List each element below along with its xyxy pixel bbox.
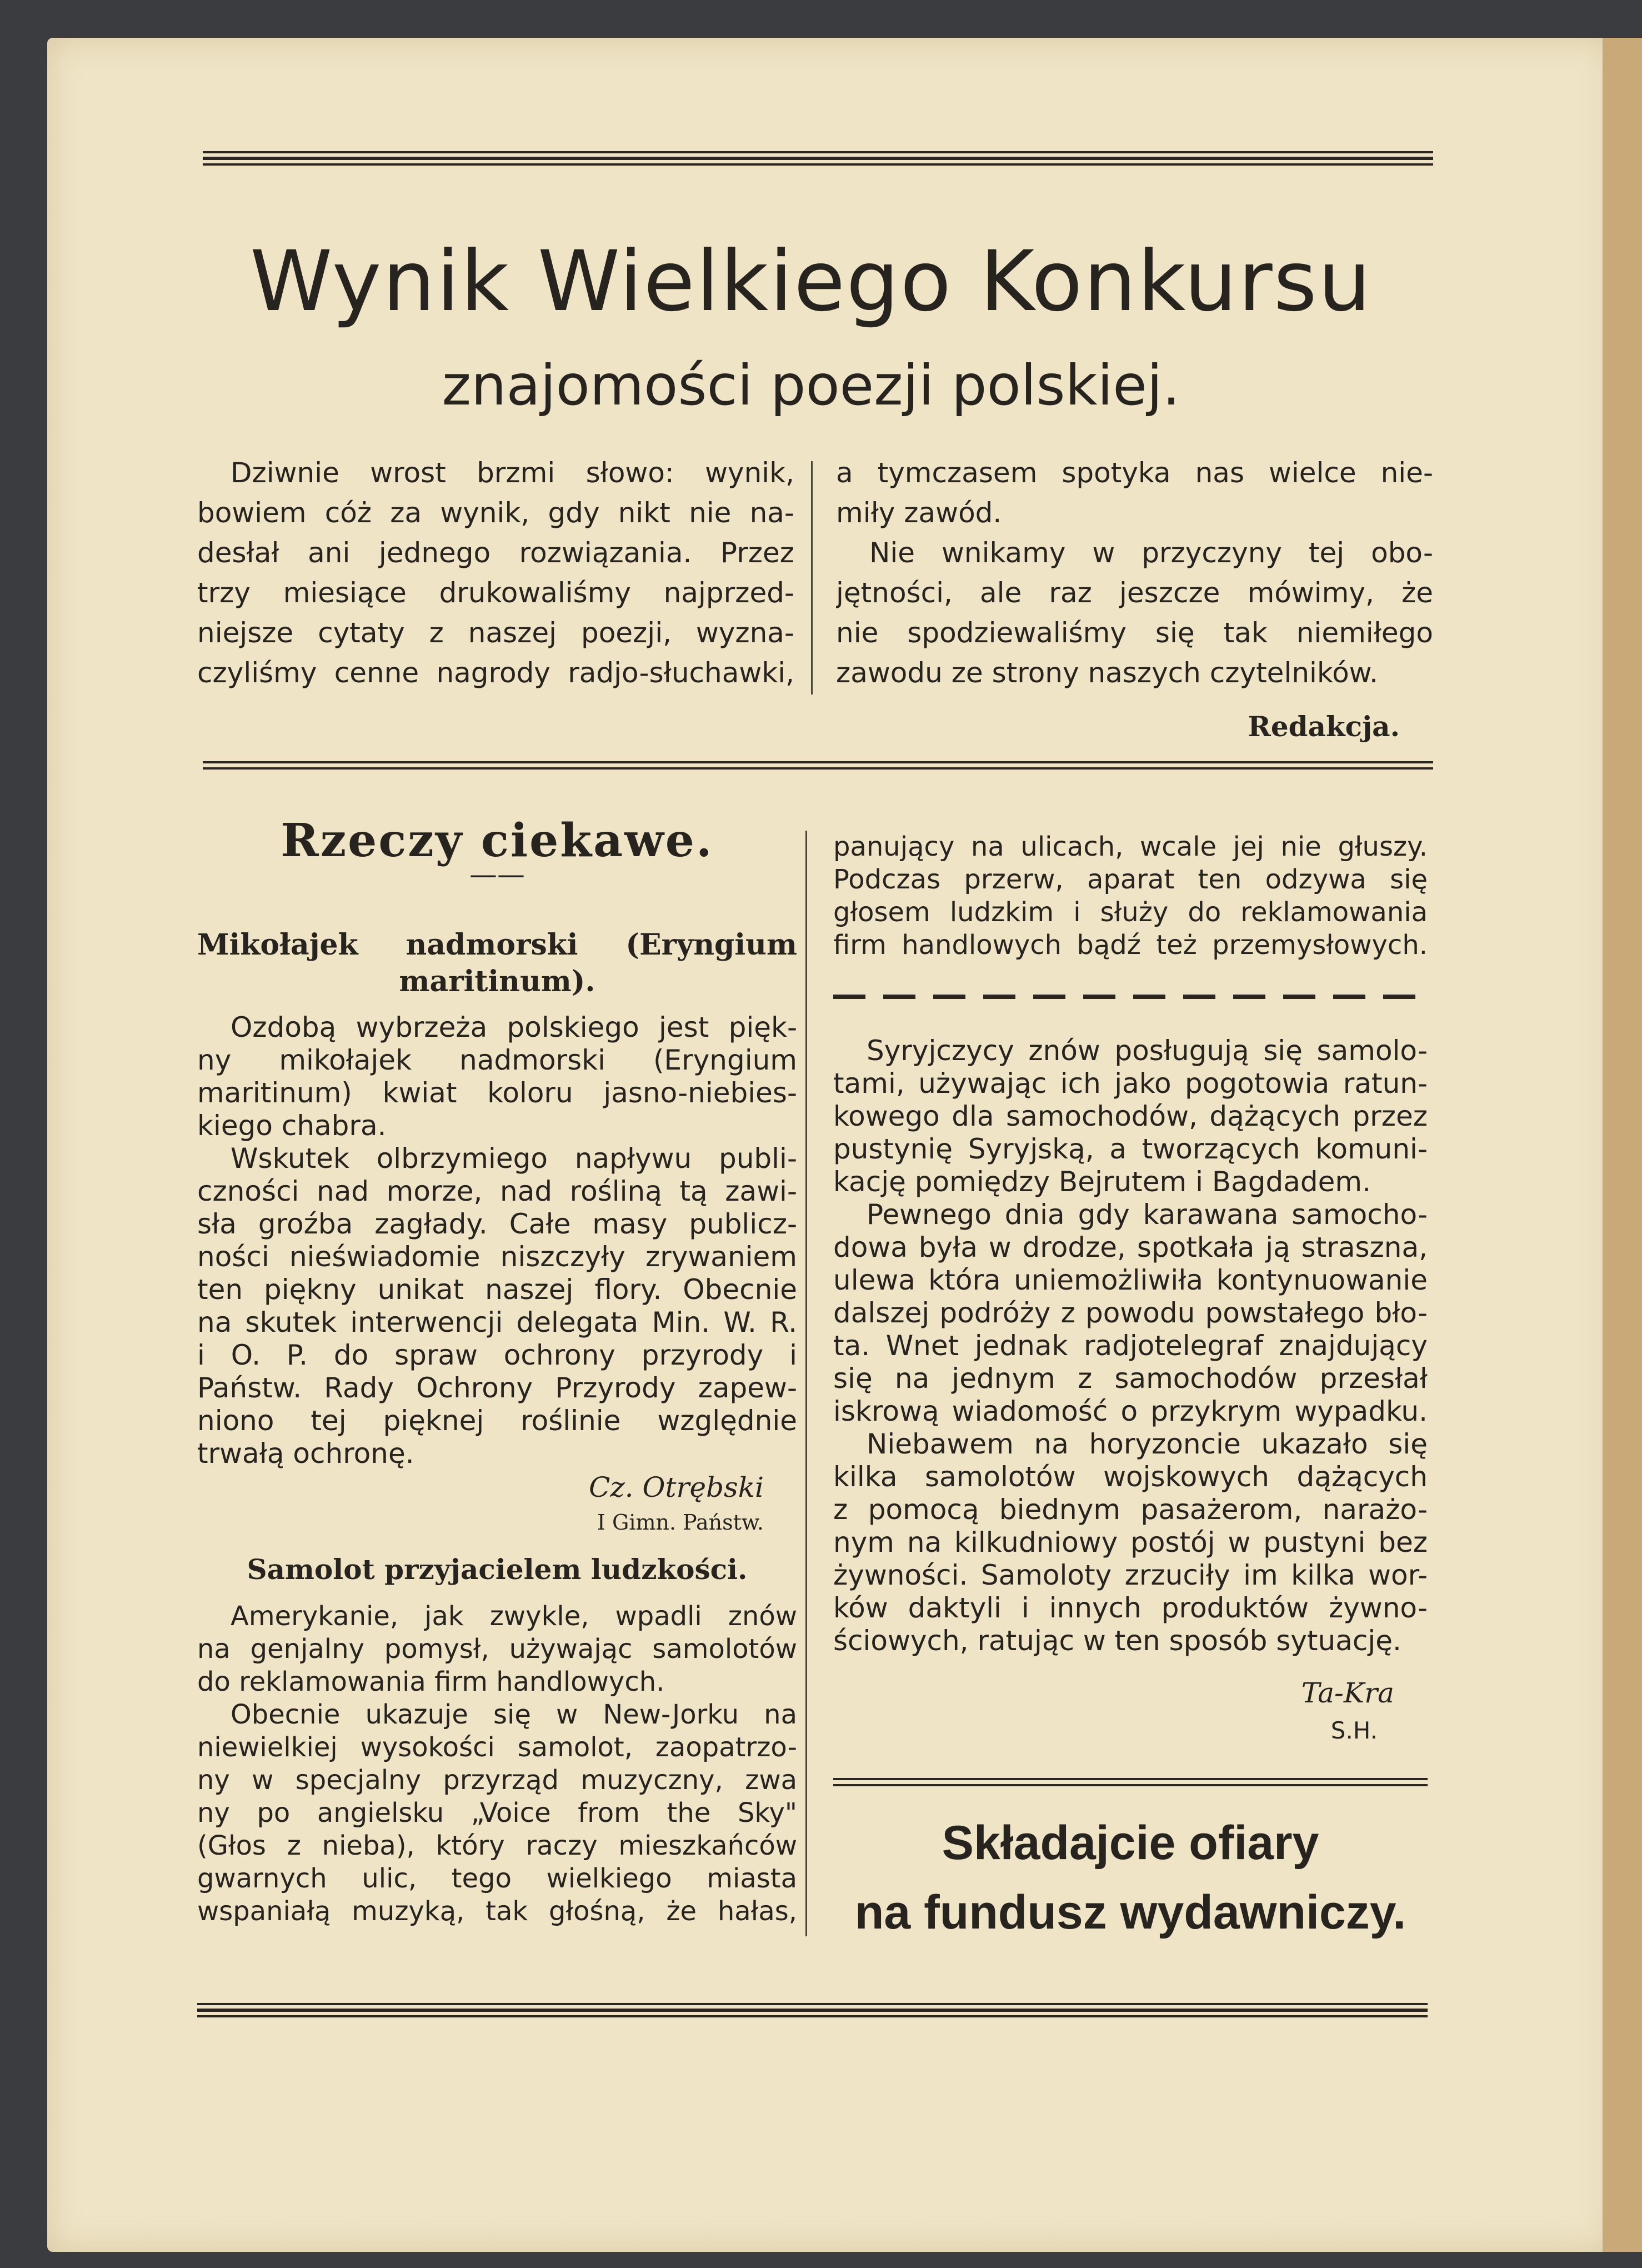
article1-heading-line1: Mikołajek nadmorski (Eryngium [197, 928, 797, 962]
text-line: sła groźba zagłady. Całe masy publicz- [197, 1208, 797, 1240]
text-line: dalszej podróży z powodu powstałego bło- [833, 1297, 1428, 1329]
text-line: Nie wnikamy w przyczyny tej obo- [869, 537, 1433, 569]
lower-column-divider [805, 831, 807, 1936]
text-line: niejsze cytaty z naszej poezji, wyzna- [197, 617, 794, 649]
text-line: Niebawem na horyzoncie ukazało się [867, 1428, 1428, 1460]
text-line: gwarnych ulic, tego wielkiego miasta [197, 1863, 797, 1894]
text-line: firm handlowych bądź też przemysłowych. [833, 930, 1428, 961]
text-line: miły zawód. [836, 497, 1002, 529]
text-line: wspaniałą muzyką, tak głośną, że hałas, [197, 1896, 797, 1927]
text-line: ta. Wnet jednak radjotelegraf znajdujący [833, 1330, 1428, 1362]
text-line: desłał ani jednego rozwiązania. Przez [197, 537, 794, 569]
article1-heading [197, 927, 797, 1000]
text-line: żywności. Samoloty zrzuciły im kilka wor- [833, 1559, 1428, 1591]
text-line: głosem ludzkim i służy do reklamowania [833, 897, 1428, 928]
text-line: kilka samolotów wojskowych dążących [833, 1461, 1428, 1493]
article1-body [197, 1011, 797, 1470]
text-line: maritinum) kwiat koloru jasno-niebies- [197, 1077, 797, 1109]
appeal-rule [833, 1778, 1428, 1787]
article1-school: I Gimn. Państw. [597, 1510, 764, 1535]
text-line: do reklamowania firm handlowych. [197, 1666, 665, 1697]
text-line: się na jednym z samochodów przesłał [833, 1362, 1428, 1395]
article-title: Wynik Wielkiego Konkursu [250, 233, 1372, 330]
text-line: kację pomiędzy Bejrutem i Bagdadem. [833, 1166, 1371, 1198]
text-line: ulewa która uniemożliwiła kontynuowanie [833, 1264, 1428, 1296]
article2-body [197, 1600, 797, 1928]
text-line: ściowych, ratując w ten sposób sytuację. [833, 1625, 1401, 1657]
text-line: ności nieświadomie niszczyły zrywaniem [197, 1241, 797, 1273]
text-line: a tymczasem spotyka nas wielce nie- [836, 457, 1433, 489]
text-line: niono tej pięknej roślinie względnie [197, 1405, 797, 1437]
top-article-right-column [836, 453, 1433, 693]
text-line: Obecnie ukazuje się w New-Jorku na [231, 1699, 797, 1730]
text-line: nym na kilkudniowy postój w pustyni bez [833, 1526, 1428, 1558]
text-line: Ozdobą wybrzeża polskiego jest pięk- [231, 1011, 797, 1043]
text-line: tami, używając ich jako pogotowia ratun- [833, 1067, 1428, 1100]
text-line: ny mikołajek nadmorski (Eryngium [197, 1044, 797, 1076]
text-line: niewielkiej wysokości samolot, zaopatrzo- [197, 1732, 797, 1763]
text-line: ków daktyli i innych produktów żywno- [833, 1592, 1428, 1624]
text-line: na skutek interwencji delegata Min. W. R. [197, 1306, 797, 1338]
text-line: Amerykanie, jak zwykle, wpadli znów [231, 1601, 797, 1632]
text-line: jętności, ale raz jeszcze mówimy, że [836, 577, 1433, 609]
text-line: Państw. Rady Ochrony Przyrody zapew- [197, 1372, 797, 1404]
top-rule [203, 151, 1433, 164]
text-line: czyliśmy cenne nagrody radjo-słuchawki, [197, 657, 794, 689]
article-subtitle: znajomości poezji polskiej. [442, 353, 1180, 418]
text-line: Syryjczycy znów posługują się samolo- [867, 1035, 1428, 1067]
text-line: ny w specjalny przyrząd muzyczny, zwa [197, 1765, 797, 1796]
text-line: kiego chabra. [197, 1110, 387, 1142]
text-line: panujący na ulicach, wcale jej nie głuszy. [833, 831, 1428, 862]
middle-rule [203, 761, 1433, 770]
appeal-line1: Składajcie ofiary [942, 1816, 1319, 1870]
text-line: trzy miesiące drukowaliśmy najprzed- [197, 577, 794, 609]
article3-initials: S.H. [1330, 1717, 1378, 1744]
page-edge [1603, 38, 1642, 2252]
text-line: czności nad morze, nad rośliną tą zawi- [197, 1175, 797, 1207]
text-line: (Głos z nieba), który raczy mieszkańców [197, 1830, 797, 1861]
text-line: kowego dla samochodów, dążących przez [833, 1100, 1428, 1132]
article2-heading: Samolot przyjacielem ludzkości. [247, 1553, 748, 1586]
text-line: Pewnego dnia gdy karawana samocho- [867, 1198, 1428, 1231]
section-title: Rzeczy ciekawe. [281, 814, 714, 867]
text-line: Dziwnie wrost brzmi słowo: wynik, [231, 457, 794, 489]
article2-continued [833, 831, 1428, 962]
article1-author: Cz. Otrębski [589, 1471, 764, 1503]
text-line: bowiem cóż za wynik, gdy nikt nie na- [197, 497, 794, 529]
top-article-left-column [197, 453, 794, 693]
text-line: zawodu ze strony naszych czytelników. [836, 657, 1378, 689]
appeal-line2: na fundusz wydawniczy. [854, 1886, 1406, 1939]
text-line: pustynię Syryjską, a tworzących komuni- [833, 1133, 1428, 1165]
text-line: na genjalny pomysł, używając samolotów [197, 1633, 797, 1665]
dashed-separator [833, 995, 1428, 999]
text-line: z pomocą biednym pasażerom, narażo- [833, 1493, 1428, 1526]
text-line: ten piękny unikat naszej flory. Obecnie [197, 1273, 797, 1306]
title-dash: —— [469, 858, 525, 891]
article3-author: Ta-Kra [1301, 1677, 1394, 1709]
text-line: Podczas przerw, aparat ten odzywa się [833, 864, 1428, 895]
signature-redakcja: Redakcja. [1248, 710, 1400, 743]
text-line: dowa była w drodze, spotkała ją straszna, [833, 1231, 1428, 1263]
text-line: Wskutek olbrzymiego napływu publi- [231, 1142, 797, 1175]
article3-body [833, 1035, 1428, 1657]
bottom-rule [197, 2003, 1428, 2016]
text-line: trwałą ochronę. [197, 1437, 414, 1470]
text-line: iskrową wiadomość o przykrym wypadku. [833, 1395, 1428, 1427]
text-line: ny po angielsku „Voice from the Sky" [197, 1797, 797, 1829]
text-line: nie spodziewaliśmy się tak niemiłego [836, 617, 1433, 649]
article1-heading-line2: maritinum). [399, 965, 595, 998]
text-line: i O. P. do spraw ochrony przyrody i [197, 1339, 797, 1371]
column-divider [811, 461, 813, 695]
